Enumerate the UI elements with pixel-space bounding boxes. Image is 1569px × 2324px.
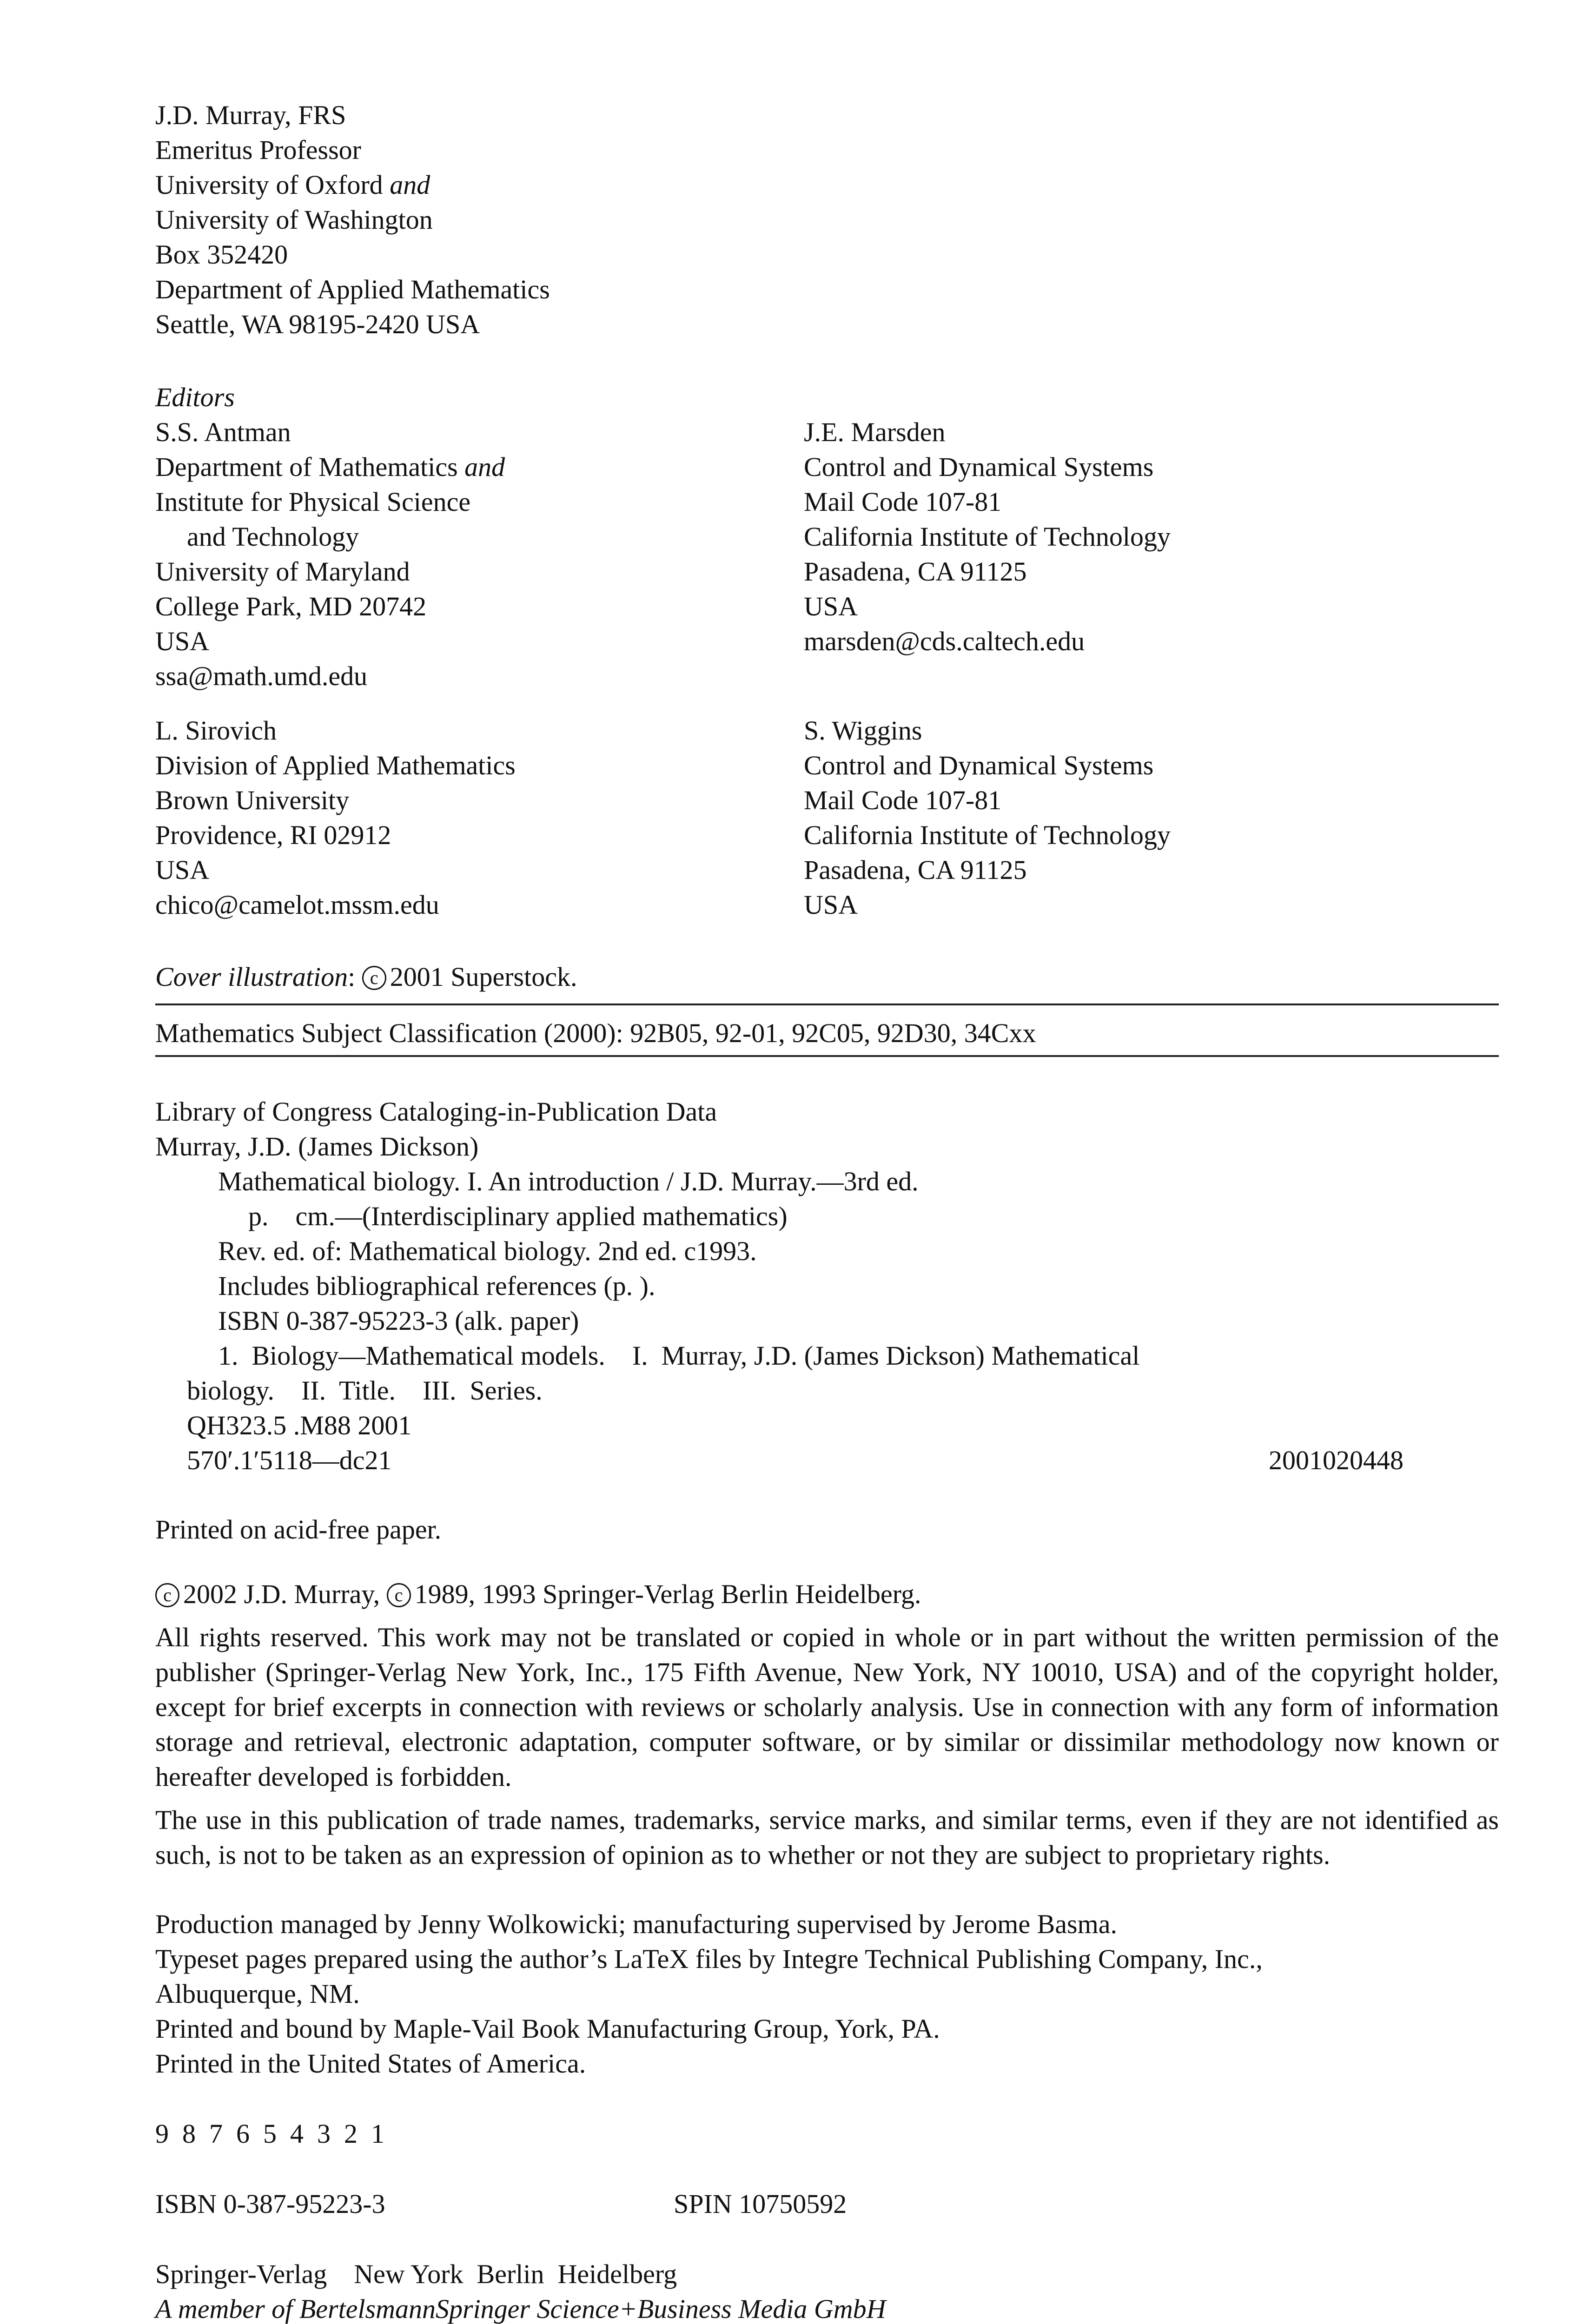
production-managed: Production managed by Jenny Wolkowicki; manufacturing supervised by Jerome Basma.	[155, 1909, 1117, 1939]
antman-inst: Institute for Physical Science	[155, 487, 471, 517]
msc-line: Mathematics Subject Classification (2000): 92B05, 92-01, 92C05, 92D30, 34Cxx	[155, 1018, 1036, 1048]
antman-inst2: and Technology	[187, 522, 359, 552]
antman-univ: University of Maryland	[155, 556, 410, 587]
author-title: Emeritus Professor	[155, 135, 361, 165]
antman-name: S.S. Antman	[155, 417, 291, 447]
marsden-mail: Mail Code 107-81	[804, 487, 1002, 517]
cip-title: Mathematical biology. I. An introduction / J.D. Murray.—3rd ed.	[218, 1166, 919, 1196]
cip-lccn: 2001020448	[1269, 1445, 1403, 1475]
marsden-country: USA	[804, 591, 858, 621]
cip-subject-1: 1. Biology—Mathematical models. I. Murray, J.D. (James Dickson) Mathematical	[218, 1340, 1140, 1371]
author-address	[155, 98, 1499, 342]
marsden-email: marsden@cds.caltech.edu	[804, 626, 1085, 656]
wiggins-city: Pasadena, CA 91125	[804, 855, 1027, 885]
cip-dewey: 570′.1′5118—dc21	[187, 1445, 392, 1475]
isbn-number: ISBN 0-387-95223-3	[155, 2189, 385, 2219]
editor-wiggins	[804, 713, 1408, 922]
production-credits	[155, 1907, 1499, 2081]
author-name: J.D. Murray, FRS	[155, 100, 346, 130]
editor-antman	[155, 415, 804, 693]
cip-data	[155, 1094, 1499, 1478]
cip-subject-2: biology. II. Title. III. Series.	[187, 1375, 543, 1406]
sirovich-email: chico@camelot.mssm.edu	[155, 890, 439, 920]
author-dept: Department of Applied Mathematics	[155, 274, 550, 304]
wiggins-name: S. Wiggins	[804, 715, 922, 746]
editors-heading: Editors	[155, 382, 235, 412]
editors-row-1	[155, 415, 1499, 693]
marsden-dept: Control and Dynamical Systems	[804, 452, 1154, 482]
copyright-symbol-icon: c	[387, 1583, 411, 1607]
antman-dept: Department of Mathematics and	[155, 452, 505, 482]
cip-rev: Rev. ed. of: Mathematical biology. 2nd ed. c1993.	[218, 1236, 757, 1266]
sirovich-dept: Division of Applied Mathematics	[155, 750, 516, 780]
spin-number: SPIN 10750592	[674, 2189, 847, 2219]
cip-author: Murray, J.D. (James Dickson)	[155, 1131, 479, 1162]
marsden-name: J.E. Marsden	[804, 417, 946, 447]
editors-row-2	[155, 713, 1499, 922]
sirovich-city: Providence, RI 02912	[155, 820, 391, 850]
antman-city: College Park, MD 20742	[155, 591, 427, 621]
cip-dewey-row	[155, 1443, 1403, 1478]
author-affiliation-2: University of Washington	[155, 205, 433, 235]
wiggins-mail: Mail Code 107-81	[804, 785, 1002, 815]
isbn-spin-row	[155, 2186, 1499, 2221]
cover-credit: Cover illustration: c 2001 Superstock.	[155, 962, 577, 992]
cip-isbn: ISBN 0-387-95223-3 (alk. paper)	[218, 1306, 579, 1336]
publisher-line: Springer-Verlag New York Berlin Heidelberg	[155, 2259, 677, 2289]
cover-text: 2001 Superstock.	[390, 962, 577, 992]
copyright-symbol-icon: c	[155, 1583, 179, 1607]
and-word: and	[390, 170, 430, 200]
author-city: Seattle, WA 98195-2420 USA	[155, 309, 480, 339]
marsden-inst: California Institute of Technology	[804, 522, 1171, 552]
production-typeset-city: Albuquerque, NM.	[155, 1979, 360, 2009]
editor-marsden	[804, 415, 1408, 693]
cip-bib: Includes bibliographical references (p. ).	[218, 1271, 655, 1301]
antman-country: USA	[155, 626, 210, 656]
trademarks-paragraph: The use in this publication of trade names, trademarks, service marks, and similar terms, even if they are not identified as such, is not to be taken as an expression of opinion as to whether or not they are subject to proprietary rights.	[155, 1805, 1499, 1870]
production-country: Printed in the United States of America.	[155, 2048, 586, 2079]
copyright-page	[155, 98, 1499, 2324]
sirovich-name: L. Sirovich	[155, 715, 277, 746]
copyright-symbol-icon: c	[362, 966, 386, 990]
marsden-city: Pasadena, CA 91125	[804, 556, 1027, 587]
cip-call-number: QH323.5 .M88 2001	[187, 1410, 412, 1440]
editor-sirovich	[155, 713, 804, 922]
production-typeset: Typeset pages prepared using the author’s LaTeX files by Integre Technical Publishing Company, Inc.,	[155, 1944, 1263, 1974]
sirovich-country: USA	[155, 855, 210, 885]
acid-free-note: Printed on acid-free paper.	[155, 1514, 442, 1545]
cip-heading: Library of Congress Cataloging-in-Publication Data	[155, 1096, 717, 1127]
wiggins-country: USA	[804, 890, 858, 920]
author-box: Box 352420	[155, 239, 288, 270]
copyright-line: c 2002 J.D. Murray, c 1989, 1993 Springer-Verlag Berlin Heidelberg.	[155, 1577, 1499, 1611]
antman-email: ssa@math.umd.edu	[155, 661, 368, 691]
printing-line: 9 8 7 6 5 4 3 2 1	[155, 2119, 384, 2149]
wiggins-inst: California Institute of Technology	[804, 820, 1171, 850]
production-printed: Printed and bound by Maple-Vail Book Manufacturing Group, York, PA.	[155, 2014, 940, 2044]
sirovich-univ: Brown University	[155, 785, 350, 815]
cip-pages: p. cm.—(Interdisciplinary applied mathematics)	[248, 1201, 788, 1231]
rights-paragraph: All rights reserved. This work may not be translated or copied in whole or in part without the written permission of the publisher (Springer-Verlag New York, Inc., 175 Fifth Avenue, New York, NY 10010, USA) and of the copyright holder, except for brief excerpts in connection with reviews or scholarly analysis. Use in connection with any form of information storage and retrieval, electronic adaptation, computer software, or by similar or dissimilar methodology now known or hereafter developed is forbidden.	[155, 1622, 1499, 1792]
author-affiliation-1: University of Oxford and	[155, 170, 430, 200]
member-line: A member of BertelsmannSpringer Science+Business Media GmbH	[155, 2294, 886, 2324]
cover-label: Cover illustration	[155, 962, 348, 992]
wiggins-dept: Control and Dynamical Systems	[804, 750, 1154, 780]
